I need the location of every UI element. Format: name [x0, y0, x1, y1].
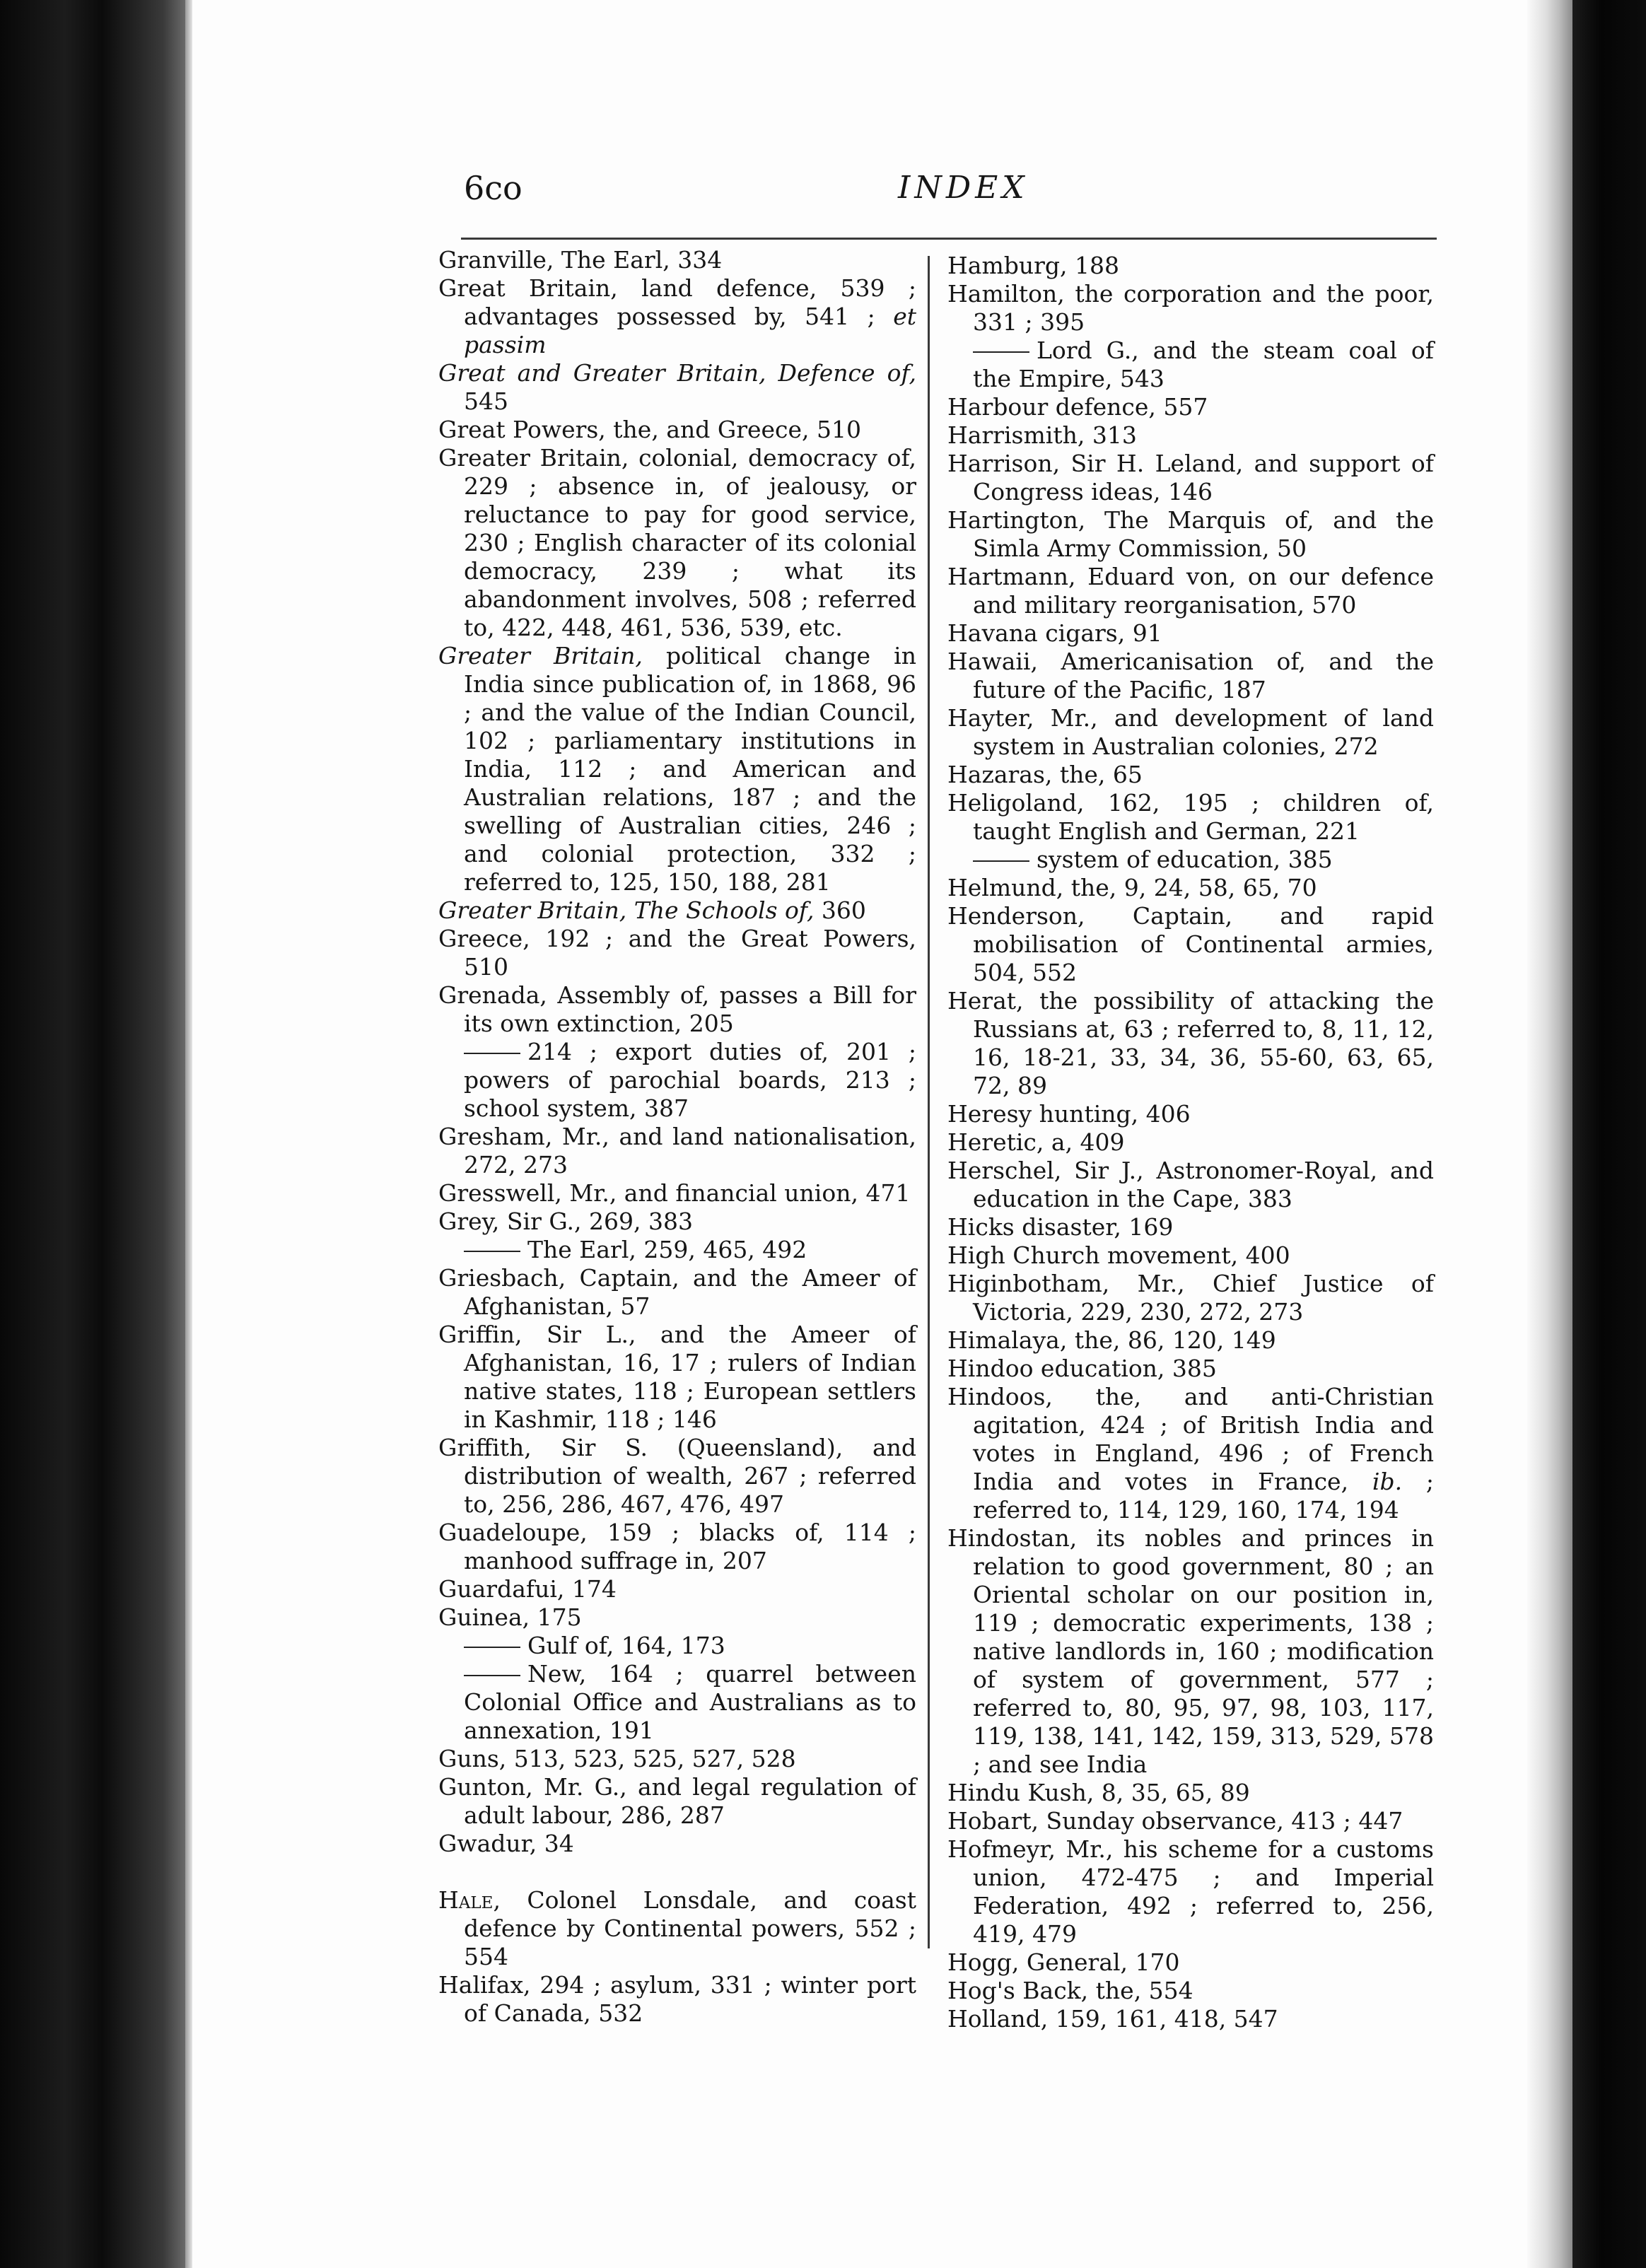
ditto-dash [464, 1053, 520, 1054]
entry-text: Hogg, General, 170 [947, 1948, 1180, 1976]
index-entry [947, 252, 1434, 280]
index-entry [947, 1948, 1434, 1977]
index-entry [947, 761, 1434, 789]
entry-text: Great Britain, land defence, 539 ; advantages possessed by, 541 ; [438, 274, 916, 330]
entry-text: Guadeloupe, 159 ; blacks of, 114 ; manhood suffrage in, 207 [438, 1519, 916, 1574]
entry-text: 545 [464, 387, 508, 415]
entry-text: Himalaya, the, 86, 120, 149 [947, 1326, 1276, 1354]
index-entry [947, 2005, 1434, 2033]
entry-text: Hayter, Mr., and development of land system in Australian colonies, 272 [947, 704, 1434, 760]
index-entry [438, 416, 916, 444]
entry-text: Hale [438, 1886, 494, 1914]
entry-text: Hartmann, Eduard von, on our defence and military reorganisation, 570 [947, 563, 1434, 619]
entry-text: Hamburg, 188 [947, 252, 1119, 279]
entry-text: Guinea, 175 [438, 1603, 582, 1631]
page-gutter [185, 0, 192, 2268]
entry-text: system of education, 385 [1037, 846, 1333, 873]
index-column-right [947, 252, 1434, 2033]
ditto-dash [464, 1251, 520, 1252]
entry-text: Gulf of, 164, 173 [527, 1632, 725, 1659]
index-entry [947, 874, 1434, 902]
entry-text: Hofmeyr, Mr., his scheme for a customs union, 472-475 ; and Imperial Federation, 492 ; referred to, 256, 419, 479 [947, 1835, 1434, 1948]
index-entry [947, 789, 1434, 846]
entry-text: Great Powers, the, and Greece, 510 [438, 416, 862, 443]
entry-text: Hindu Kush, 8, 35, 65, 89 [947, 1779, 1250, 1806]
entry-text: Helmund, the, 9, 24, 58, 65, 70 [947, 874, 1317, 901]
index-entry [947, 648, 1434, 704]
index-subentry [947, 846, 1434, 874]
header-rule [461, 238, 1437, 240]
book-spine [0, 0, 185, 2268]
index-entry [438, 1123, 916, 1179]
entry-text: High Church movement, 400 [947, 1241, 1290, 1269]
index-entry [438, 1575, 916, 1603]
entry-text: Hamilton, the corporation and the poor, 331 ; 395 [947, 280, 1434, 336]
index-subentry [438, 1038, 916, 1123]
index-entry [947, 704, 1434, 761]
entry-text: Guns, 513, 523, 525, 527, 528 [438, 1745, 796, 1772]
entry-text: Herschel, Sir J., Astronomer-Royal, and education in the Cape, 383 [947, 1157, 1434, 1212]
entry-text: Heligoland, 162, 195 ; children of, taught English and German, 221 [947, 789, 1434, 845]
column-divider [928, 256, 930, 1948]
index-entry [438, 642, 916, 896]
entry-text: Heretic, a, 409 [947, 1128, 1125, 1156]
index-entry [438, 1321, 916, 1434]
index-entry [947, 902, 1434, 987]
index-entry [947, 1779, 1434, 1807]
entry-text: et passim [464, 303, 916, 358]
index-entry [947, 1977, 1434, 2005]
index-entry [438, 1886, 916, 1971]
entry-text: ib. [1372, 1468, 1403, 1495]
index-entry [947, 1213, 1434, 1241]
entry-text: Greater Britain, [438, 642, 643, 670]
entry-text: Hindostan, its nobles and princes in relation to good government, 80 ; an Oriental scholar on our position in, 119 ; democratic experiments, 138 ; native landlords in, 160 ; modification of system of government, 577 ; referred to, 80, 95, 97, 98, 103, 117, 119, 138, 141, 142, 159, 313, 529, 578 ; and see India [947, 1524, 1434, 1778]
index-entry [947, 1807, 1434, 1835]
entry-text: Griffin, Sir L., and the Ameer of Afghanistan, 16, 17 ; rulers of Indian native states, 118 ; European settlers in Kashmir, 118 ; 146 [438, 1321, 916, 1433]
ditto-dash [973, 351, 1029, 353]
entry-text: Harbour defence, 557 [947, 393, 1208, 421]
index-entry [947, 1270, 1434, 1326]
entry-text: 360 [814, 896, 866, 924]
index-entry [438, 1519, 916, 1575]
entry-text: Henderson, Captain, and rapid mobilisation of Continental armies, 504, 552 [947, 902, 1434, 986]
entry-text: Guardafui, 174 [438, 1575, 617, 1603]
index-column-left [438, 246, 916, 2028]
index-entry [438, 359, 916, 416]
index-entry [438, 981, 916, 1038]
index-entry [438, 896, 916, 925]
index-subentry [438, 1660, 916, 1745]
entry-text: 214 ; export duties of, 201 ; powers of parochial boards, 213 ; school system, 387 [464, 1038, 916, 1122]
entry-text: New, 164 ; quarrel between Colonial Office and Australians as to annexation, 191 [464, 1660, 916, 1744]
index-entry [438, 1179, 916, 1208]
entry-text: Gwadur, 34 [438, 1830, 574, 1857]
ditto-dash [464, 1647, 520, 1648]
index-subentry [438, 1632, 916, 1660]
entry-text: Hindoo education, 385 [947, 1355, 1217, 1382]
index-entry [947, 450, 1434, 506]
index-subentry [947, 337, 1434, 393]
page-edge [1527, 0, 1572, 2268]
running-head: INDEX [898, 170, 1029, 206]
entry-text: Hartington, The Marquis of, and the Simla Army Commission, 50 [947, 506, 1434, 562]
entry-text: Harrismith, 313 [947, 421, 1137, 449]
index-entry [438, 1745, 916, 1773]
index-entry [947, 987, 1434, 1100]
entry-text: Heresy hunting, 406 [947, 1100, 1191, 1128]
entry-text: Griffith, Sir S. (Queensland), and distribution of wealth, 267 ; referred to, 256, 286, 467, 476, 497 [438, 1434, 916, 1518]
entry-text: Gresswell, Mr., and financial union, 471 [438, 1179, 911, 1207]
index-entry [947, 1157, 1434, 1213]
index-entry [438, 1971, 916, 2028]
index-entry [947, 563, 1434, 619]
index-entry [947, 1383, 1434, 1524]
entry-text: political change in India since publication of, in 1868, 96 ; and the value of the Indian Council, 102 ; parliamentary institutions in India, 112 ; and American and Australian relations, 187 ; and the swelling of Australian cities, 246 ; and colonial protection, 332 ; referred to, 125, 150, 188, 281 [464, 642, 916, 896]
index-entry [947, 1355, 1434, 1383]
index-entry [947, 1128, 1434, 1157]
entry-text: Halifax, 294 ; asylum, 331 ; winter port of Canada, 532 [438, 1971, 916, 2027]
entry-text: Hicks disaster, 169 [947, 1213, 1174, 1241]
index-entry [438, 1208, 916, 1236]
entry-text: ; referred to, 114, 129, 160, 174, 194 [973, 1468, 1434, 1524]
index-entry [438, 1830, 916, 1858]
index-entry [438, 925, 916, 981]
ditto-dash [464, 1675, 520, 1676]
index-entry [438, 1434, 916, 1519]
index-entry [947, 1241, 1434, 1270]
entry-text: Great and Greater Britain, Defence of, [438, 359, 916, 387]
index-entry [947, 280, 1434, 337]
page-number: 6co [464, 169, 523, 207]
entry-text: Griesbach, Captain, and the Ameer of Afghanistan, 57 [438, 1264, 916, 1320]
entry-text: Hawaii, Americanisation of, and the future of the Pacific, 187 [947, 648, 1434, 703]
index-entry [438, 444, 916, 642]
entry-text: Gunton, Mr. G., and legal regulation of adult labour, 286, 287 [438, 1773, 916, 1829]
entry-text: Hindoos, the, and anti-Christian agitation, 424 ; of British India and votes in England, 496 ; of French India and votes in France, [947, 1383, 1434, 1495]
index-entry [438, 1264, 916, 1321]
entry-text: Grey, Sir G., 269, 383 [438, 1208, 693, 1235]
entry-text: Greater Britain, colonial, democracy of, 229 ; absence in, of jealousy, or reluctance to pay for good service, 230 ; English character of its colonial democracy, 239 ; what its abandonment involves, 508 ; referred to, 422, 448, 461, 536, 539, etc. [438, 444, 916, 641]
index-entry [947, 1100, 1434, 1128]
entry-text: Greece, 192 ; and the Great Powers, 510 [438, 925, 916, 981]
index-entry [438, 1603, 916, 1632]
index-entry [438, 246, 916, 274]
entry-text: Hobart, Sunday observance, 413 ; 447 [947, 1807, 1403, 1835]
entry-text: Hog's Back, the, 554 [947, 1977, 1193, 2004]
index-entry [947, 506, 1434, 563]
entry-text: The Earl, 259, 465, 492 [527, 1236, 807, 1263]
ditto-dash [973, 860, 1029, 862]
index-entry [947, 393, 1434, 421]
index-entry [947, 1524, 1434, 1779]
entry-text: , Colonel Lonsdale, and coast defence by Continental powers, 552 ; 554 [464, 1886, 916, 1970]
entry-text: Greater Britain, The Schools of, [438, 896, 815, 924]
entry-text: Havana cigars, 91 [947, 619, 1162, 647]
entry-text: Lord G., and the steam coal of the Empire, 543 [973, 337, 1434, 392]
entry-text: Harrison, Sir H. Leland, and support of Congress ideas, 146 [947, 450, 1434, 505]
scan-background [1572, 0, 1646, 2268]
index-entry [947, 1326, 1434, 1355]
index-subentry [438, 1236, 916, 1264]
index-entry [438, 274, 916, 359]
entry-text: Herat, the possibility of attacking the Russians at, 63 ; referred to, 8, 11, 12, 16, 18-21, 33, 34, 36, 55-60, 63, 65, 72, 89 [947, 987, 1434, 1099]
entry-text: Grenada, Assembly of, passes a Bill for its own extinction, 205 [438, 981, 916, 1037]
index-entry [947, 1835, 1434, 1948]
entry-text: Higinbotham, Mr., Chief Justice of Victoria, 229, 230, 272, 273 [947, 1270, 1434, 1326]
index-entry [947, 619, 1434, 648]
entry-text: Holland, 159, 161, 418, 547 [947, 2005, 1278, 2033]
index-entry [947, 421, 1434, 450]
entry-text: Gresham, Mr., and land nationalisation, 272, 273 [438, 1123, 916, 1179]
index-entry [438, 1773, 916, 1830]
entry-text: Hazaras, the, 65 [947, 761, 1143, 788]
entry-text: Granville, The Earl, 334 [438, 246, 723, 274]
